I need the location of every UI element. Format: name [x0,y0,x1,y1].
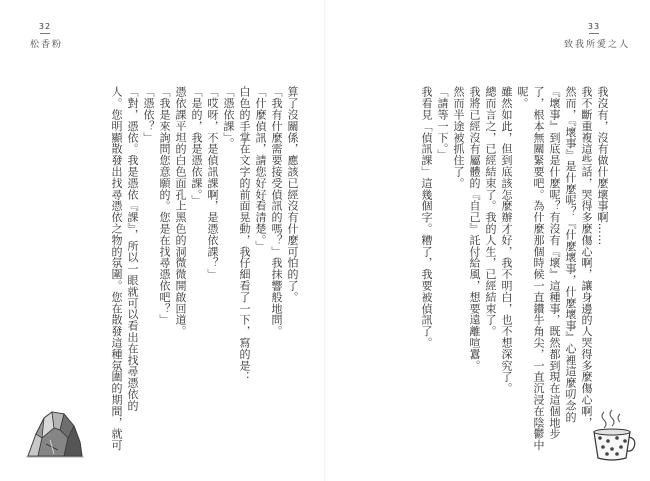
text-line: 「憑依課」。 [222,86,235,149]
text-line: 我不斷重複這些話，哭得多麼傷心啊，讓身邊的人哭得多麼傷心啊， [580,86,593,428]
text-line: 我將已經沒有屬體的『自己』託付給風，想要遠離喧囂。 [468,86,481,371]
text-line: 人。您明顯散發出找尋憑依之物的氛圍。您在散發這種氛圍的期間，就可 [110,86,123,451]
text-line: 「是的，我是憑依課。」 [190,86,203,206]
text-line: 「請等一下。」 [436,86,449,161]
right-page-header [564,22,631,50]
text-line: 雖然如此，但到底該怎麼辦才好，我不明白，也不想深究了。 [500,86,513,394]
text-line: 了，根本無關緊要吧。為什麼那個時候一直鑽牛角尖，一直沉浸在陰鬱中 [532,86,545,451]
text-line: 呢。 [516,86,529,109]
text-line: 白色的手掌在文字的前面晃動，我仔細看了一下，寫的是： [238,86,251,383]
crystal-rock-illustration [24,404,86,462]
right-page-number: 33 [564,22,624,34]
page-gutter [324,0,326,481]
text-line: 然而半途被抓住了。 [452,86,465,189]
teacup-illustration [586,408,638,464]
text-line: 「對，憑依。我是憑依『課』，所以一眼就可以看出在找尋憑依的 [126,86,139,412]
text-line: 憑依課平坦的白色面孔上黑色的洞微微開啟回道。 [174,86,187,337]
text-line: 算了沒關係，應該已經沒有什麼可怕的了。 [286,86,299,303]
right-running-title: 致我所愛之人 [564,40,631,50]
text-line: 「我有什麼需要接受偵訊的嗎？」我抹響般地問。 [270,86,283,337]
text-line: 「我是來詢問您意願的。您是在找尋憑依吧？」 [158,86,171,326]
left-page-number: 32 [30,22,60,34]
left-page-header [30,22,64,50]
text-line: 然而，『壞事』是什麼呢？『什麼壞事，什麼壞事』心裡這麼叨念的 [564,86,577,423]
text-line: 『壞事』到底是什麼呢？有沒有『壞』這種事，既然都到現在這個地步 [548,86,561,440]
left-running-title: 松香粉 [30,40,64,50]
text-line: 我沒有，沒有做什麼壞事啊…… [596,86,609,246]
text-line: 我看見「偵訊課」這幾個字。糟了，我要被偵訊了。 [420,86,433,349]
left-page-body [108,86,300,451]
text-line: 「憑依？」 [142,86,155,143]
text-line: 總而言之，已經結束了。我的人生，已經結束了。 [484,86,497,337]
text-line: 「哎呀，不是偵訊課啊，是憑依課？」 [206,86,219,280]
text-line: 「什麼偵訊，請您好好看清楚。」 [254,86,267,252]
right-page-body [418,86,610,451]
